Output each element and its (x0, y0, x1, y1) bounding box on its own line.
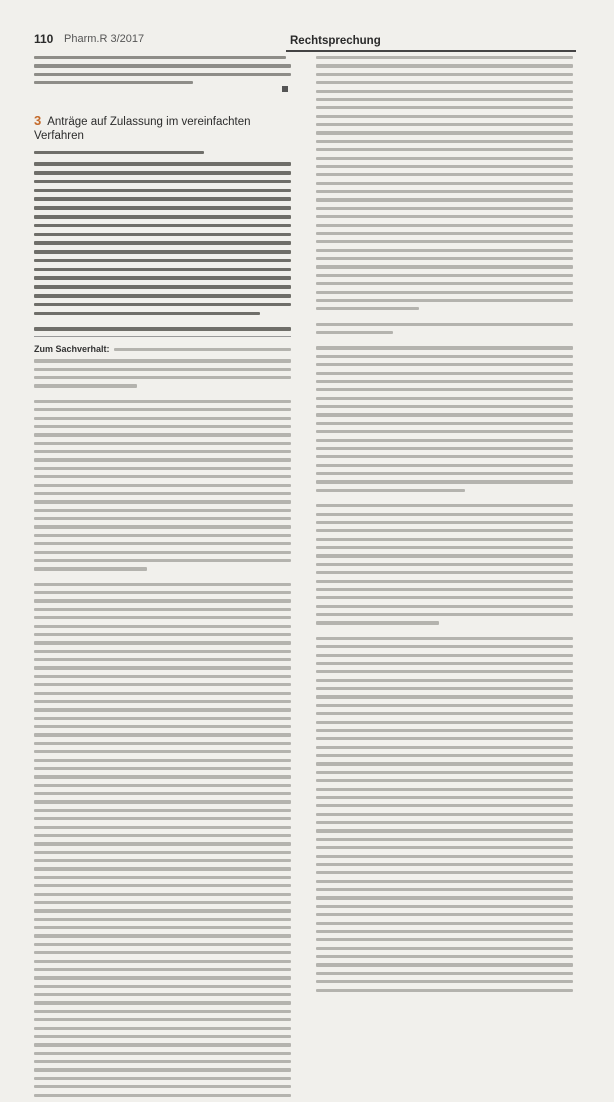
citation-rule (34, 336, 291, 337)
text-line (316, 955, 573, 958)
text-line (34, 224, 291, 228)
text-line (316, 563, 573, 566)
text-line (316, 405, 573, 408)
text-line (316, 880, 573, 883)
text-line (316, 131, 573, 134)
text-line (316, 90, 573, 93)
text-line (316, 538, 573, 541)
text-line (316, 737, 573, 740)
text-line (34, 525, 291, 528)
text-line (316, 73, 573, 76)
text-line (34, 641, 291, 644)
text-line (316, 282, 573, 285)
text-line (316, 871, 573, 874)
text-line (34, 180, 291, 184)
text-line (34, 926, 291, 929)
text-line (34, 591, 291, 594)
text-line (34, 800, 291, 803)
page-header (34, 30, 580, 56)
text-line (316, 729, 573, 732)
text-line (316, 913, 573, 916)
text-line (34, 725, 291, 728)
court-citation (34, 327, 291, 331)
text-line (34, 650, 291, 653)
text-line (316, 64, 573, 67)
text-line (34, 893, 291, 896)
text-line (34, 859, 291, 862)
text-line (34, 675, 291, 678)
text-line (34, 517, 291, 520)
text-line (316, 291, 573, 294)
text-line (34, 717, 291, 720)
text-line (316, 637, 573, 640)
text-line (316, 855, 573, 858)
text-line (34, 1068, 291, 1071)
text-line (316, 580, 573, 583)
section-label: Rechtsprechung (290, 35, 381, 47)
text-line (316, 106, 573, 109)
text-line (34, 425, 291, 428)
text-line (34, 1018, 291, 1021)
text-line (34, 918, 291, 921)
text-line (34, 162, 291, 166)
text-line (34, 1043, 291, 1046)
text-line (316, 489, 465, 492)
text-line (316, 157, 573, 160)
body-paragraph (316, 504, 573, 624)
text-line (34, 400, 291, 403)
text-line (34, 500, 291, 503)
text-line (316, 249, 573, 252)
text-line (316, 81, 573, 84)
text-line (316, 938, 573, 941)
text-line (34, 1077, 291, 1080)
text-line (316, 115, 573, 118)
text-line (34, 1060, 291, 1063)
legal-reference (34, 151, 291, 155)
text-line (34, 750, 291, 753)
text-line (34, 708, 291, 711)
text-line (34, 934, 291, 937)
text-line (34, 417, 291, 420)
text-line (316, 754, 573, 757)
text-line (34, 250, 291, 254)
body-paragraph (316, 323, 573, 335)
text-line (316, 472, 573, 475)
text-line (34, 294, 291, 298)
text-line (316, 397, 573, 400)
text-line (34, 692, 291, 695)
text-line (316, 372, 573, 375)
body-paragraph (316, 637, 573, 992)
text-line (316, 546, 573, 549)
text-line (34, 901, 291, 904)
text-line (34, 767, 291, 770)
text-line (316, 654, 573, 657)
text-line (316, 521, 573, 524)
text-line (316, 838, 573, 841)
text-line (316, 989, 573, 992)
text-line (316, 165, 573, 168)
text-line (34, 658, 291, 661)
text-line (34, 56, 286, 59)
text-line (316, 346, 573, 349)
text-line (34, 215, 291, 219)
text-line (316, 972, 573, 975)
text-line (316, 621, 439, 624)
text-line (34, 851, 291, 854)
text-line (34, 960, 291, 963)
left-column (34, 56, 291, 1102)
text-line (316, 712, 573, 715)
right-column (316, 56, 573, 997)
text-line (316, 863, 573, 866)
text-line (34, 666, 291, 669)
text-line (316, 464, 573, 467)
text-line (316, 779, 573, 782)
text-line (316, 148, 573, 151)
text-line (34, 475, 291, 478)
text-line (316, 380, 573, 383)
body-paragraph (316, 346, 573, 492)
text-line (34, 968, 291, 971)
section-number: 3 (34, 112, 42, 128)
text-line (34, 616, 291, 619)
text-line (316, 670, 573, 673)
text-line (34, 384, 137, 387)
text-line (34, 951, 291, 954)
text-line (316, 888, 573, 891)
text-line (34, 867, 291, 870)
text-line (34, 826, 291, 829)
section-heading (34, 114, 291, 143)
text-line (34, 884, 291, 887)
text-line (34, 151, 204, 155)
page-number: 110 (34, 32, 54, 46)
text-line (316, 355, 573, 358)
text-line (316, 687, 573, 690)
text-line (34, 985, 291, 988)
text-line (34, 784, 291, 787)
text-line (316, 257, 573, 260)
text-line (316, 662, 573, 665)
text-line (316, 447, 573, 450)
text-line (316, 695, 573, 698)
text-line (34, 993, 291, 996)
text-line (34, 792, 291, 795)
journal-citation: Pharm.R 3/2017 (64, 33, 145, 45)
text-line (316, 829, 573, 832)
text-line (34, 433, 291, 436)
text-line (34, 171, 291, 175)
text-line (34, 376, 291, 379)
text-line (34, 700, 291, 703)
text-line (316, 947, 573, 950)
text-line (34, 189, 291, 193)
text-line (34, 809, 291, 812)
text-line (114, 348, 291, 351)
text-line (34, 1001, 291, 1004)
text-line (34, 408, 291, 411)
text-line (34, 1052, 291, 1055)
text-line (34, 509, 291, 512)
text-line (316, 679, 573, 682)
text-line (316, 771, 573, 774)
text-line (34, 842, 291, 845)
text-line (34, 943, 291, 946)
text-line (316, 613, 573, 616)
text-line (316, 98, 573, 101)
text-line (316, 240, 573, 243)
text-line (316, 804, 573, 807)
text-line (316, 323, 573, 326)
text-line (34, 599, 291, 602)
facts-paragraph (34, 344, 291, 388)
text-line (34, 1085, 291, 1088)
text-line (316, 796, 573, 799)
text-line (316, 430, 573, 433)
text-line (316, 813, 573, 816)
text-line (34, 303, 291, 307)
text-line (34, 73, 291, 76)
text-line (316, 182, 573, 185)
text-line (34, 1094, 291, 1097)
text-line (34, 484, 291, 487)
text-line (34, 467, 291, 470)
headnote (34, 162, 291, 315)
text-line (316, 504, 573, 507)
text-line (34, 876, 291, 879)
text-line (316, 922, 573, 925)
text-line (316, 529, 573, 532)
facts-subhead: Zum Sachverhalt: (34, 344, 110, 355)
text-line (316, 645, 573, 648)
text-line (316, 265, 573, 268)
text-line (316, 299, 573, 302)
text-line (316, 307, 419, 310)
text-line (34, 633, 291, 636)
text-line (316, 588, 573, 591)
text-line (34, 276, 291, 280)
text-line (34, 285, 291, 289)
body-paragraph (34, 583, 291, 1097)
text-line (34, 551, 291, 554)
text-line (316, 513, 573, 516)
text-line (316, 788, 573, 791)
text-line (34, 759, 291, 762)
text-line (316, 605, 573, 608)
text-line (34, 742, 291, 745)
text-line (34, 359, 291, 362)
intro-paragraph (34, 56, 291, 84)
text-line (34, 241, 291, 245)
text-line (316, 963, 573, 966)
text-line (34, 327, 291, 331)
text-line (316, 721, 573, 724)
text-line (34, 559, 291, 562)
text-line (316, 331, 393, 334)
text-line (316, 207, 573, 210)
text-line (316, 363, 573, 366)
text-line (34, 206, 291, 210)
text-line (34, 1010, 291, 1013)
text-line (34, 1035, 291, 1038)
text-line (34, 817, 291, 820)
text-line (316, 123, 573, 126)
text-line (316, 596, 573, 599)
text-line (316, 173, 573, 176)
text-line (34, 733, 291, 736)
text-line (316, 56, 573, 59)
text-line (34, 542, 291, 545)
text-line (316, 422, 573, 425)
text-line (34, 683, 291, 686)
text-line (34, 492, 291, 495)
text-line (34, 834, 291, 837)
section-title: Anträge auf Zulassung im vereinfachten Verfahren (34, 115, 251, 142)
text-line (34, 81, 193, 84)
text-line (316, 413, 573, 416)
text-line (34, 268, 291, 272)
text-line (34, 458, 291, 461)
end-of-article-mark (282, 86, 288, 92)
text-line (316, 896, 573, 899)
text-line (34, 64, 291, 67)
text-line (34, 312, 260, 316)
text-line (316, 980, 573, 983)
text-line (34, 233, 291, 237)
body-paragraph (34, 400, 291, 571)
text-line (316, 554, 573, 557)
text-line (34, 368, 291, 371)
text-line (316, 215, 573, 218)
text-line (316, 930, 573, 933)
text-line (316, 571, 573, 574)
text-line (34, 450, 291, 453)
text-line (34, 608, 291, 611)
text-line (316, 224, 573, 227)
text-line (34, 442, 291, 445)
text-line (34, 775, 291, 778)
text-line (34, 534, 291, 537)
text-line (316, 198, 573, 201)
text-line (34, 625, 291, 628)
text-line (34, 909, 291, 912)
text-line (316, 455, 573, 458)
body-paragraph (316, 56, 573, 310)
text-line (34, 259, 291, 263)
text-line (316, 762, 573, 765)
text-line (316, 232, 573, 235)
text-line (316, 274, 573, 277)
text-line (316, 704, 573, 707)
text-line (316, 140, 573, 143)
text-line (316, 846, 573, 849)
text-line (316, 905, 573, 908)
text-line (316, 746, 573, 749)
text-line (34, 197, 291, 201)
text-line (34, 1027, 291, 1030)
header-rule (286, 50, 576, 52)
text-line (34, 583, 291, 586)
text-line (316, 821, 573, 824)
text-line (34, 976, 291, 979)
text-line (316, 480, 573, 483)
text-line (34, 567, 147, 570)
text-line (316, 388, 573, 391)
text-line (316, 439, 573, 442)
text-line (316, 190, 573, 193)
